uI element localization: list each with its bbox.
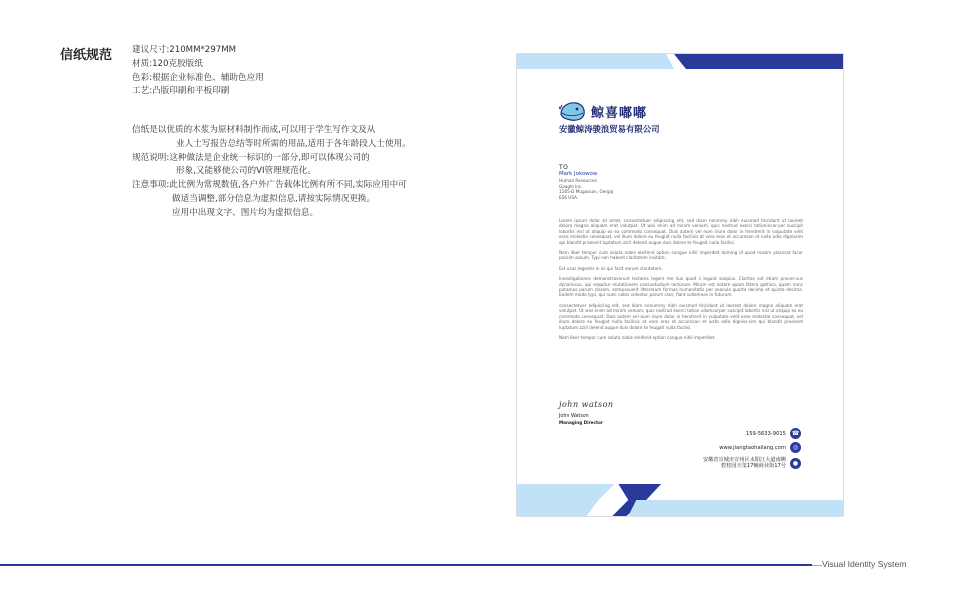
whale-logo-icon [559, 100, 587, 122]
company-name: 安徽鲸涛骏浪贸易有限公司 [559, 124, 660, 134]
recipient-name: Mark Jokowow [559, 171, 598, 177]
recipient-block [559, 164, 613, 200]
globe-icon: ◎ [790, 442, 801, 453]
letter-body [559, 218, 803, 345]
spec-color: 色彩:根据企业标准色、辅助色应用 [132, 72, 264, 83]
contact-phone [746, 428, 801, 439]
signer-title: Managing Director [559, 420, 603, 425]
contact-address [703, 457, 801, 469]
spec-list [132, 44, 264, 99]
footer-label: Visual Identity System [822, 559, 907, 569]
note-label: 注意事项: [132, 180, 170, 191]
desc-line-1: 信纸是以优质的木浆为原材料制作而成,可以用于学生写作文及从 [132, 125, 376, 135]
body-paragraph: consectetuer adipiscing elit, sed diam nonummy nibh euismod tincidunt ut laoreet dolore magna aliquam erat volutpat. Ut wisi enim ad minim veniam, quis nostrud exerci tation ullamcorper suscipit lobortis nisl ut aliquip ex ea commodo consequat. Duis autem vel eum iriure dolor in hendrerit in vulputate velit esse molestie consequat, vel illum dolore eu feugiat nulla facilisis at vero eros et accumsan et iusto odio digniss-sim qui blandit praesent luptatum zzril delenit augue duis dolore te feugait nulla facilisi. [559, 302, 803, 330]
phone-icon: ☎ [791, 430, 800, 437]
location-pin-icon: ● [790, 458, 801, 469]
spec-size: 建议尺寸:210MM*297MM [132, 45, 237, 55]
signer-block [559, 414, 603, 426]
note-line-3: 应用中出现文字、图片均为虚拟信息。 [172, 207, 319, 218]
logo [559, 100, 647, 122]
desc-line-2: 业人士写报告总结等时所需的用品,适用于各年龄段人士使用。 [176, 138, 411, 149]
to-label: TO [559, 164, 569, 171]
spec-craft: 工艺:凸版印刷和平板印刷 [132, 86, 230, 97]
note-line-2: 做适当调整,部分信息为虚拟信息,请按实际情况更换。 [172, 193, 376, 204]
contact-website [719, 442, 801, 453]
recipient-line: Google Inc. [559, 183, 583, 189]
phone-text: 159-5633-9015 [745, 430, 786, 437]
signature: john watson [559, 400, 614, 409]
recipient-line: E56 USA [559, 194, 577, 200]
body-paragraph: Nam liber tempor cum soluta nobis eleifend option congue nihil imperdiet doming id quod mazim placerat facer possim assum. Typi non habent claritatem insitam; [559, 250, 803, 261]
logo-text: 鲸喜嘟嘟 [591, 105, 648, 121]
letterhead-mockup [516, 53, 844, 517]
recipient-line: 1165-D Mugassan, Gergaj [559, 189, 614, 195]
section-title: 信纸规范 [60, 48, 113, 63]
letter-bottom-bar [517, 484, 843, 516]
letter-top-bar [517, 54, 843, 69]
signer-name: John Watson [559, 414, 589, 419]
body-paragraph: Investigationes demonstraverunt lectores legere me lius quod ii legunt saepius. Claritas est etiam proces-sus dynamicus, qui sequitur mutationem consuetudium lectorum. Mirum est notare quam littera gothica, quam nunc putamus parum claram, anteposuerit litterarum formas humanitatis per seacula quarta decima et quinta decima. Eodem modo typi, qui nunc nobis videntur parum clari, fiant sollemnes in futurum. [559, 276, 803, 298]
address-line-1: 安徽省宣城市宣州区水阳江大道南侧 [702, 457, 786, 463]
address-line-2: 碧桂园天玺17幢商业街17号 [720, 463, 786, 469]
footer-line-accent [812, 565, 822, 566]
recipient-line: Human Resources [559, 178, 597, 183]
norm-line-1: 这种做法是企业统一标识的一部分,即可以体现公司的 [169, 152, 370, 163]
description [132, 124, 411, 221]
body-paragraph: Est usus legentis in iis qui facit eorum claritatem. [559, 265, 663, 271]
footer-line [0, 564, 812, 566]
website-text: www.jiangtaohailang.com [719, 444, 786, 451]
norm-line-2: 形象,又能够使公司的VI管理规范化。 [176, 166, 317, 177]
spec-material: 材质:120克胶版纸 [132, 58, 203, 69]
body-paragraph: Nam liber tempor cum soluta nobis eleifend option congue nihil imperdiet. [559, 334, 716, 340]
norm-label: 规范说明: [132, 152, 170, 163]
body-paragraph: Lorem ipsum dolor sit amet, consectetuer adipiscing elit, sed diam nonmmy nibh euismod tincidunt ut laoreet dolore magna aliquam erat volutpat. Ut wisi enim ad minim veniam, quis nostrud exerci tationincor-per suscipit lobortis nisl ut aliquip ex ea commodo consequat. Duis autem vel eum iriure dolor in hendrerit in vulputate velit esse molestie consequat, vel illum dolore eu feugiat nulla facilisis at vero eros et accumsan et iusto odio dignissim qui blandit praesent luptatum zzril delenit augue duis dolore te feugait nulla facilisi. [559, 218, 803, 245]
note-line-1: 此比例为常规数值,各户外广告载体比例有所不同,实际应用中可 [169, 180, 407, 191]
